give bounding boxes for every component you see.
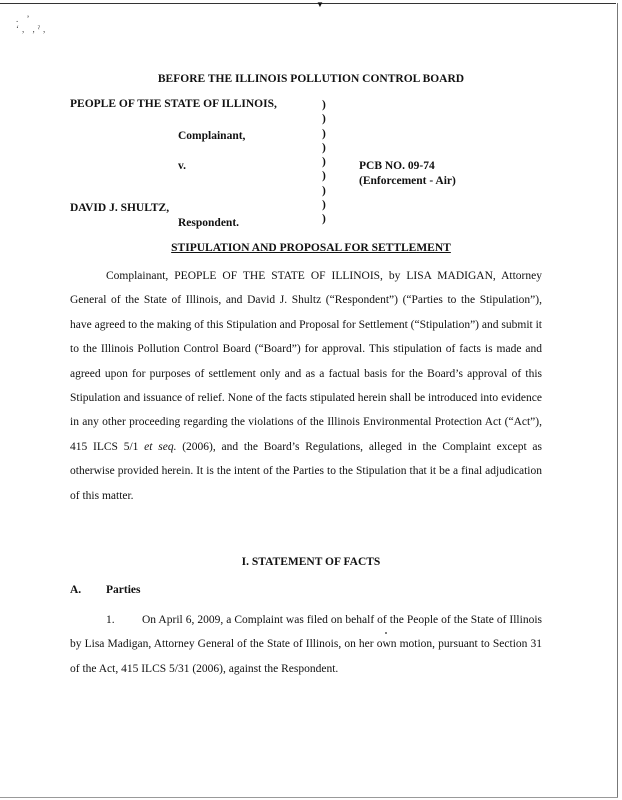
page-bottom-border: [0, 797, 618, 798]
caption-parentheses: ) ) ) ) ) ) ) ) ): [322, 99, 326, 226]
subsection-a-letter: A.: [70, 584, 82, 596]
subsection-a-title: Parties: [106, 584, 141, 596]
intro-text-part1: Complainant, PEOPLE OF THE STATE OF ILLINOIS, by LISA MADIGAN, Attorney General of the State of Illinois, and David J. Shultz (“Respondent”) (“Parties to the Stipulation”), have agreed to the making of this Stipulation and Proposal for Settlement (“Stipulation”) and submit it to the Illinois Pollution Control Board (“Board”) for approval. This stipulation of facts is made and agreed upon for purposes of settlement only and as a factual basis for the Board’s approval of this Stipulation and issuance of relief. None of the facts stipulated herein shall be introduced into evidence in any other proceeding regarding the violations of the Illinois Environmental Protection Act (“Act”), 415 ILCS 5/1: [70, 270, 542, 453]
intro-text-part2: (2006), and the Board’s Regulations, alleged in the Complaint except as otherwise provided herein. It is the intent of the Parties to the Stipulation that it be a final adjudication of this matter.: [70, 440, 542, 502]
document-title: STIPULATION AND PROPOSAL FOR SETTLEMENT: [171, 242, 451, 254]
caption-defendant: DAVID J. SHULTZ,: [70, 202, 170, 214]
paragraph-1-number: 1.: [106, 614, 115, 626]
caption-complainant-label: Complainant,: [178, 130, 246, 142]
board-title: BEFORE THE ILLINOIS POLLUTION CONTROL BOARD: [157, 73, 465, 85]
intro-et-seq: et seq.: [144, 440, 177, 453]
scan-dot: [385, 632, 387, 634]
section-1-title: I. STATEMENT OF FACTS: [241, 556, 381, 568]
caption-respondent-label: Respondent.: [178, 217, 240, 229]
paragraph-1-text: On April 6, 2009, a Complaint was filed on behalf of the People of the State of Illinois by Lisa Madigan, Attorney General of the State of Illinois, on her own motion, pursuant to Section 31 of the Act, 415 ILCS 5/31 (2006), against the Respondent.: [70, 614, 542, 675]
case-type: (Enforcement - Air): [359, 175, 456, 187]
caption-plaintiff: PEOPLE OF THE STATE OF ILLINOIS,: [70, 98, 277, 110]
page-top-border: [0, 3, 616, 4]
page-right-border: [617, 3, 618, 798]
scan-specks: . ’ ‘, ,ˀ,: [16, 14, 49, 34]
case-number: PCB NO. 09-74: [359, 160, 435, 172]
top-triangle-mark: ▼: [316, 0, 324, 9]
intro-paragraph: [70, 264, 542, 508]
caption-versus: v.: [178, 160, 186, 172]
paragraph-1: [70, 608, 542, 681]
